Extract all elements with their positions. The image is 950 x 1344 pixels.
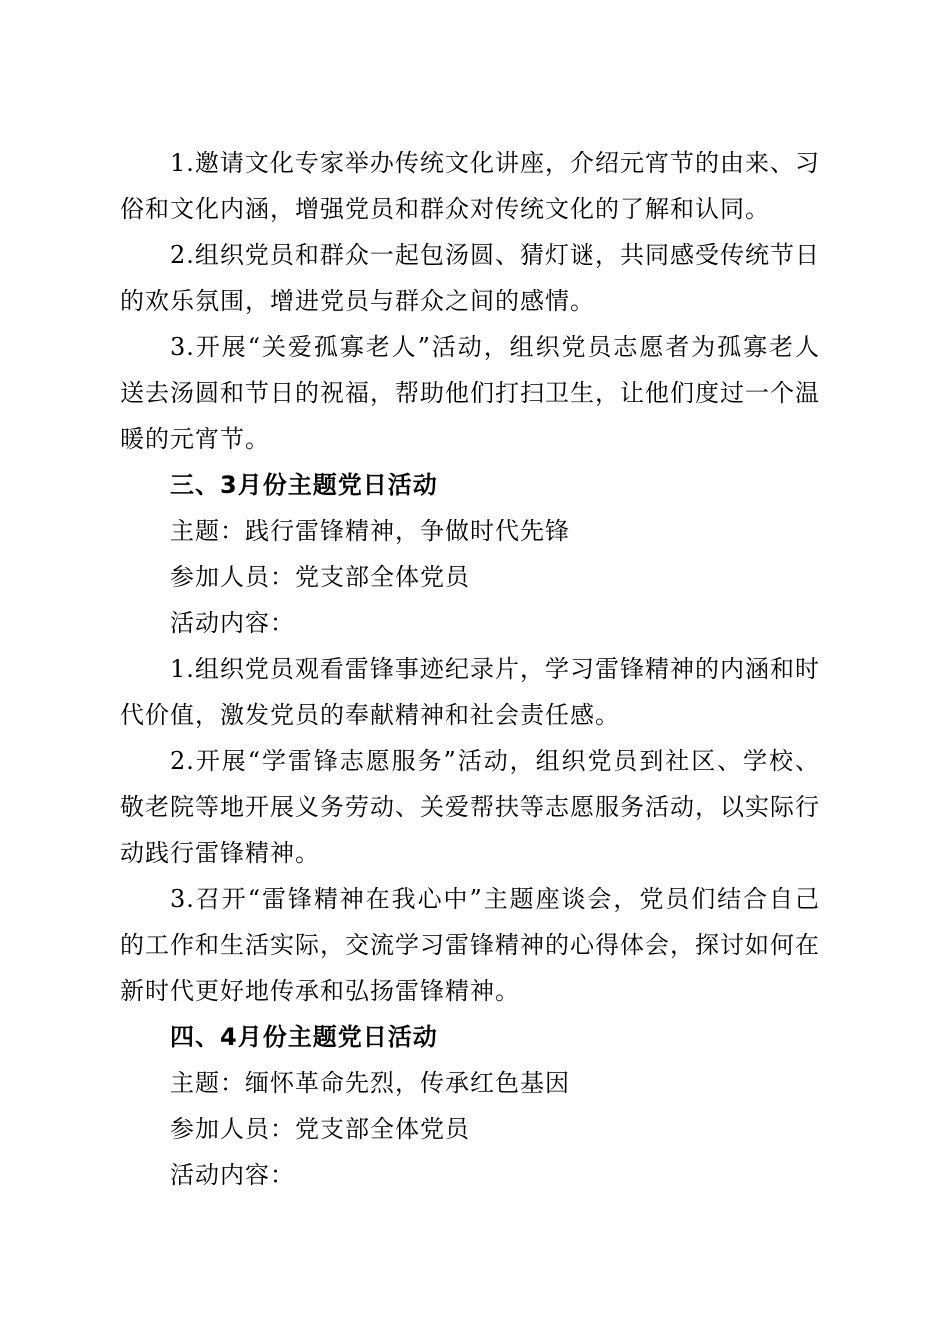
document-body xyxy=(120,140,820,1198)
activity-content-label-april: 活动内容： xyxy=(170,1161,295,1189)
list-item-tangyuan-riddles: 2.组织党员和群众一起包汤圆、猜灯谜，共同感受传统节日的欢乐氛围，增进党员与群众之间的感情。 xyxy=(120,241,820,315)
list-item-lantern-lecture: 1.邀请文化专家举办传统文化讲座，介绍元宵节的由来、习俗和文化内涵，增强党员和群众对传统文化的了解和认同。 xyxy=(120,149,820,223)
activity-content-label-march: 活动内容： xyxy=(170,609,295,637)
theme-line-april: 主题：缅怀革命先烈，传承红色基因 xyxy=(170,1069,570,1097)
theme-line-march: 主题：践行雷锋精神，争做时代先锋 xyxy=(170,517,570,545)
section-heading-march: 三、3月份主题党日活动 xyxy=(170,471,438,499)
participants-line-march: 参加人员：党支部全体党员 xyxy=(170,563,470,591)
participants-line-april: 参加人员：党支部全体党员 xyxy=(170,1115,470,1143)
list-item-elderly-care: 3.开展“关爱孤寡老人”活动，组织党员志愿者为孤寡老人送去汤圆和节日的祝福，帮助他们打扫卫生，让他们度过一个温暖的元宵节。 xyxy=(120,333,820,453)
list-item-volunteer-service: 2.开展“学雷锋志愿服务”活动，组织党员到社区、学校、敬老院等地开展义务劳动、关爱帮扶等志愿服务活动，以实际行动践行雷锋精神。 xyxy=(120,747,820,867)
list-item-seminar: 3.召开“雷锋精神在我心中”主题座谈会，党员们结合自己的工作和生活实际，交流学习雷锋精神的心得体会，探讨如何在新时代更好地传承和弘扬雷锋精神。 xyxy=(120,885,820,1005)
list-item-documentary: 1.组织党员观看雷锋事迹纪录片，学习雷锋精神的内涵和时代价值，激发党员的奉献精神和社会责任感。 xyxy=(120,655,820,729)
section-heading-april: 四、4月份主题党日活动 xyxy=(170,1023,438,1051)
